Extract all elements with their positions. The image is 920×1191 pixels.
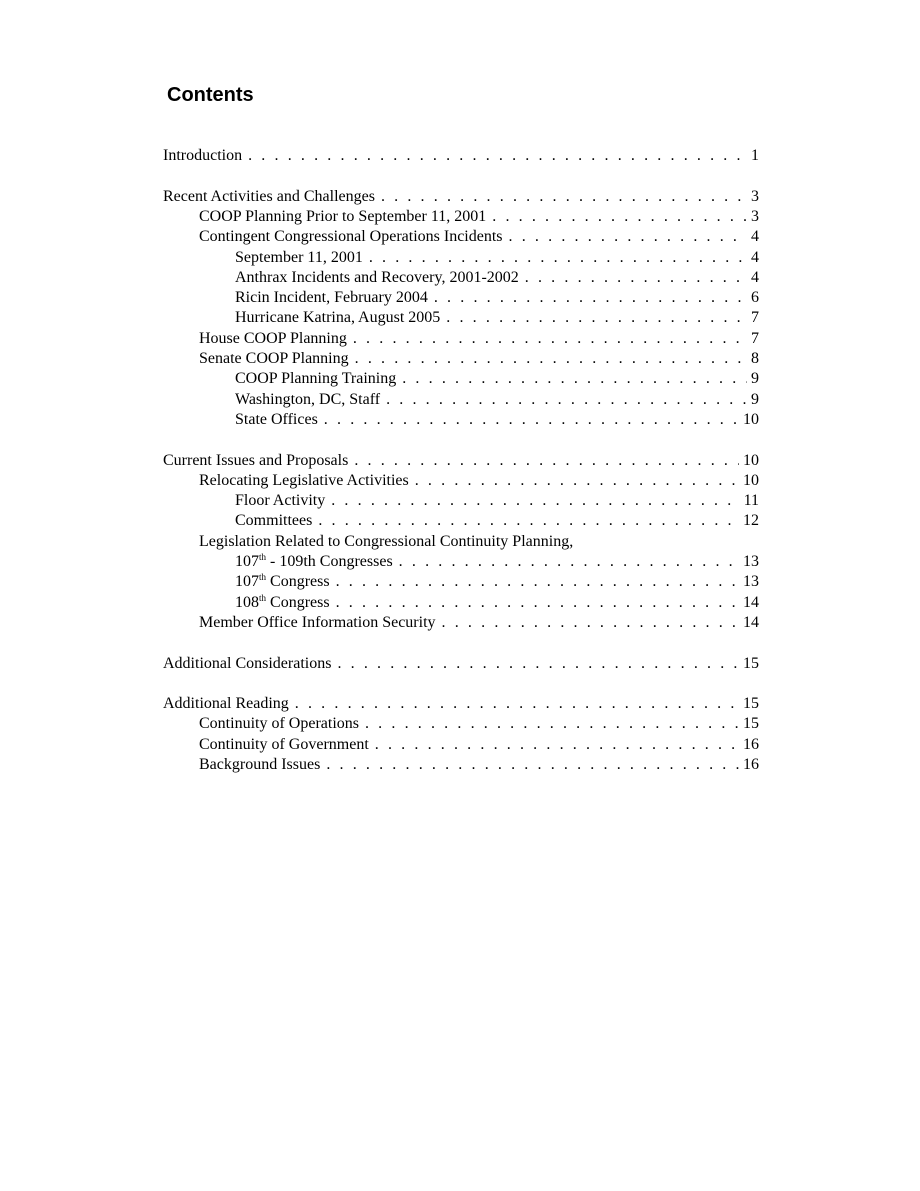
toc-page-number: 10 xyxy=(743,451,759,469)
toc-entry-title xyxy=(163,693,295,714)
dot-leader xyxy=(355,348,747,369)
toc-entry[interactable] xyxy=(163,490,759,511)
title-text: Congress xyxy=(266,593,330,611)
dot-leader xyxy=(331,490,739,511)
toc-entry[interactable] xyxy=(163,612,759,633)
dot-leader xyxy=(365,713,739,734)
toc-page-number: 15 xyxy=(743,654,759,672)
toc-page-number: 7 xyxy=(751,329,759,347)
toc-entry[interactable] xyxy=(163,551,759,572)
toc-entry[interactable] xyxy=(163,328,759,349)
title-text: 107 xyxy=(235,573,259,591)
toc-entry[interactable] xyxy=(163,348,759,369)
dot-leader xyxy=(354,450,739,471)
toc-page-number: 16 xyxy=(743,735,759,753)
toc-entry[interactable] xyxy=(163,653,759,674)
dot-leader xyxy=(402,368,747,389)
toc-entry-title xyxy=(199,348,355,369)
toc-page-number: 14 xyxy=(743,593,759,611)
toc-entry-title xyxy=(235,389,386,410)
dot-leader xyxy=(415,470,739,491)
toc-entry-title xyxy=(163,145,248,166)
toc-entry[interactable] xyxy=(163,734,759,755)
toc-page-number: 10 xyxy=(743,471,759,489)
title-text: Introduction xyxy=(163,147,243,164)
toc-entry[interactable] xyxy=(163,389,759,410)
title-text: Congress xyxy=(266,573,330,591)
title-text: Hurricane Katrina, August 2005 xyxy=(235,309,441,327)
title-text: House COOP Planning xyxy=(199,329,347,347)
toc-entry-title xyxy=(199,328,353,349)
dot-leader xyxy=(318,510,739,531)
title-text: 107 xyxy=(235,553,259,570)
toc-entry[interactable] xyxy=(163,470,759,491)
dot-leader xyxy=(353,328,747,349)
toc-entry-title xyxy=(235,571,336,592)
toc-page-number: 10 xyxy=(743,410,759,428)
title-text: COOP Planning Training xyxy=(235,370,397,388)
toc-entry[interactable] xyxy=(163,226,759,247)
toc-entry[interactable] xyxy=(163,145,759,166)
toc-entry-title xyxy=(199,734,375,755)
toc-entry-title xyxy=(235,510,318,531)
toc-entry-title xyxy=(235,267,525,288)
toc-entry[interactable] xyxy=(163,693,759,714)
page-title: Contents xyxy=(167,84,254,106)
title-text: Continuity of Government xyxy=(199,735,369,753)
dot-leader xyxy=(446,307,747,328)
dot-leader xyxy=(324,409,739,430)
ordinal-suffix: th xyxy=(259,592,267,603)
toc-page-number: 4 xyxy=(751,248,759,266)
title-text: Recent Activities and Challenges xyxy=(163,187,375,205)
toc-page-number: 14 xyxy=(743,613,759,631)
title-text: Continuity of Operations xyxy=(199,715,359,733)
toc-page-number: 15 xyxy=(743,715,759,733)
toc-entry[interactable] xyxy=(163,571,759,592)
dot-leader xyxy=(369,247,747,268)
toc-entry-title xyxy=(199,226,509,247)
title-text: Current Issues and Proposals xyxy=(163,451,349,469)
dot-leader xyxy=(248,145,747,166)
title-text: 108 xyxy=(235,593,259,611)
dot-leader xyxy=(337,653,739,674)
toc-page-number: 13 xyxy=(743,553,759,570)
toc-page-number: 16 xyxy=(743,756,759,773)
toc-page-number: 11 xyxy=(743,492,759,510)
toc-entry-title xyxy=(163,186,381,207)
toc-entry[interactable] xyxy=(163,287,759,308)
toc-entry[interactable] xyxy=(163,206,759,227)
dot-leader xyxy=(336,571,739,592)
toc-entry-title xyxy=(235,368,402,389)
toc-entry[interactable] xyxy=(163,754,759,775)
toc-entry[interactable] xyxy=(163,409,759,430)
toc-entry[interactable] xyxy=(163,592,759,613)
toc-entry-title xyxy=(235,287,434,308)
toc-page-number: 12 xyxy=(743,512,759,530)
dot-leader xyxy=(434,287,747,308)
toc-page-number: 4 xyxy=(751,268,759,286)
dot-leader xyxy=(381,186,747,207)
toc-entry-title xyxy=(199,206,492,227)
dot-leader xyxy=(375,734,739,755)
dot-leader xyxy=(399,551,739,572)
title-text: Floor Activity xyxy=(235,492,326,510)
toc-page-number: 9 xyxy=(751,390,759,408)
dot-leader xyxy=(336,592,739,613)
dot-leader xyxy=(525,267,747,288)
dot-leader xyxy=(509,226,747,247)
title-text: Member Office Information Security xyxy=(199,613,436,631)
toc-page-number: 3 xyxy=(751,187,759,205)
toc-page-number: 7 xyxy=(751,309,759,327)
dot-leader xyxy=(442,612,739,633)
title-text: - 109th Congresses xyxy=(266,553,393,570)
title-text: Washington, DC, Staff xyxy=(235,390,381,408)
toc-page-number: 13 xyxy=(743,573,759,591)
title-text: Senate COOP Planning xyxy=(199,350,349,367)
toc-entry[interactable] xyxy=(163,510,759,531)
toc-entry[interactable] xyxy=(163,450,759,471)
title-text: Relocating Legislative Activities xyxy=(199,471,409,489)
toc-page-number: 15 xyxy=(743,695,759,713)
title-text: State Offices xyxy=(235,410,318,428)
toc-page-number: 6 xyxy=(751,289,759,307)
title-text: Contingent Congressional Operations Incidents xyxy=(199,228,503,246)
toc-entry[interactable] xyxy=(163,531,759,552)
ordinal-suffix: th xyxy=(259,572,267,583)
toc-page-number: 3 xyxy=(751,207,759,225)
toc-entry-title xyxy=(199,612,442,633)
dot-leader xyxy=(492,206,747,227)
title-text: Additional Considerations xyxy=(163,654,332,672)
toc-entry-title xyxy=(163,653,337,674)
toc-entry-title xyxy=(235,307,446,328)
toc-entry-title xyxy=(235,247,369,268)
dot-leader xyxy=(326,754,739,775)
toc-entry-title xyxy=(235,490,331,511)
toc-entry[interactable] xyxy=(163,307,759,328)
toc-entry-title xyxy=(235,592,336,613)
toc-page-number: 9 xyxy=(751,370,759,388)
toc-page-number: 8 xyxy=(751,350,759,367)
title-text: Legislation Related to Congressional Continuity Planning, xyxy=(199,532,574,550)
title-text: Additional Reading xyxy=(163,695,289,713)
toc-page-number: 4 xyxy=(751,228,759,246)
toc-entry[interactable] xyxy=(163,713,759,734)
toc-entry[interactable] xyxy=(163,247,759,268)
toc-entry[interactable] xyxy=(163,186,759,207)
title-text: COOP Planning Prior to September 11, 2001 xyxy=(199,207,487,225)
dot-leader xyxy=(386,389,747,410)
toc-entry-title xyxy=(199,470,415,491)
toc-entry-title xyxy=(235,409,324,430)
toc-entry[interactable] xyxy=(163,267,759,288)
toc-entry-title xyxy=(199,713,365,734)
toc-entry-title xyxy=(163,450,354,471)
title-text: September 11, 2001 xyxy=(235,248,363,266)
toc-entry-title xyxy=(199,531,579,552)
toc-entry-title xyxy=(199,754,326,775)
dot-leader xyxy=(295,693,739,714)
ordinal-suffix: th xyxy=(259,552,267,562)
toc-entry-title xyxy=(235,551,399,572)
title-text: Background Issues xyxy=(199,756,321,773)
title-text: Anthrax Incidents and Recovery, 2001-2002 xyxy=(235,268,519,286)
toc-entry[interactable] xyxy=(163,368,759,389)
title-text: Committees xyxy=(235,512,313,530)
title-text: Ricin Incident, February 2004 xyxy=(235,289,428,307)
toc-page-number: 1 xyxy=(751,147,759,164)
